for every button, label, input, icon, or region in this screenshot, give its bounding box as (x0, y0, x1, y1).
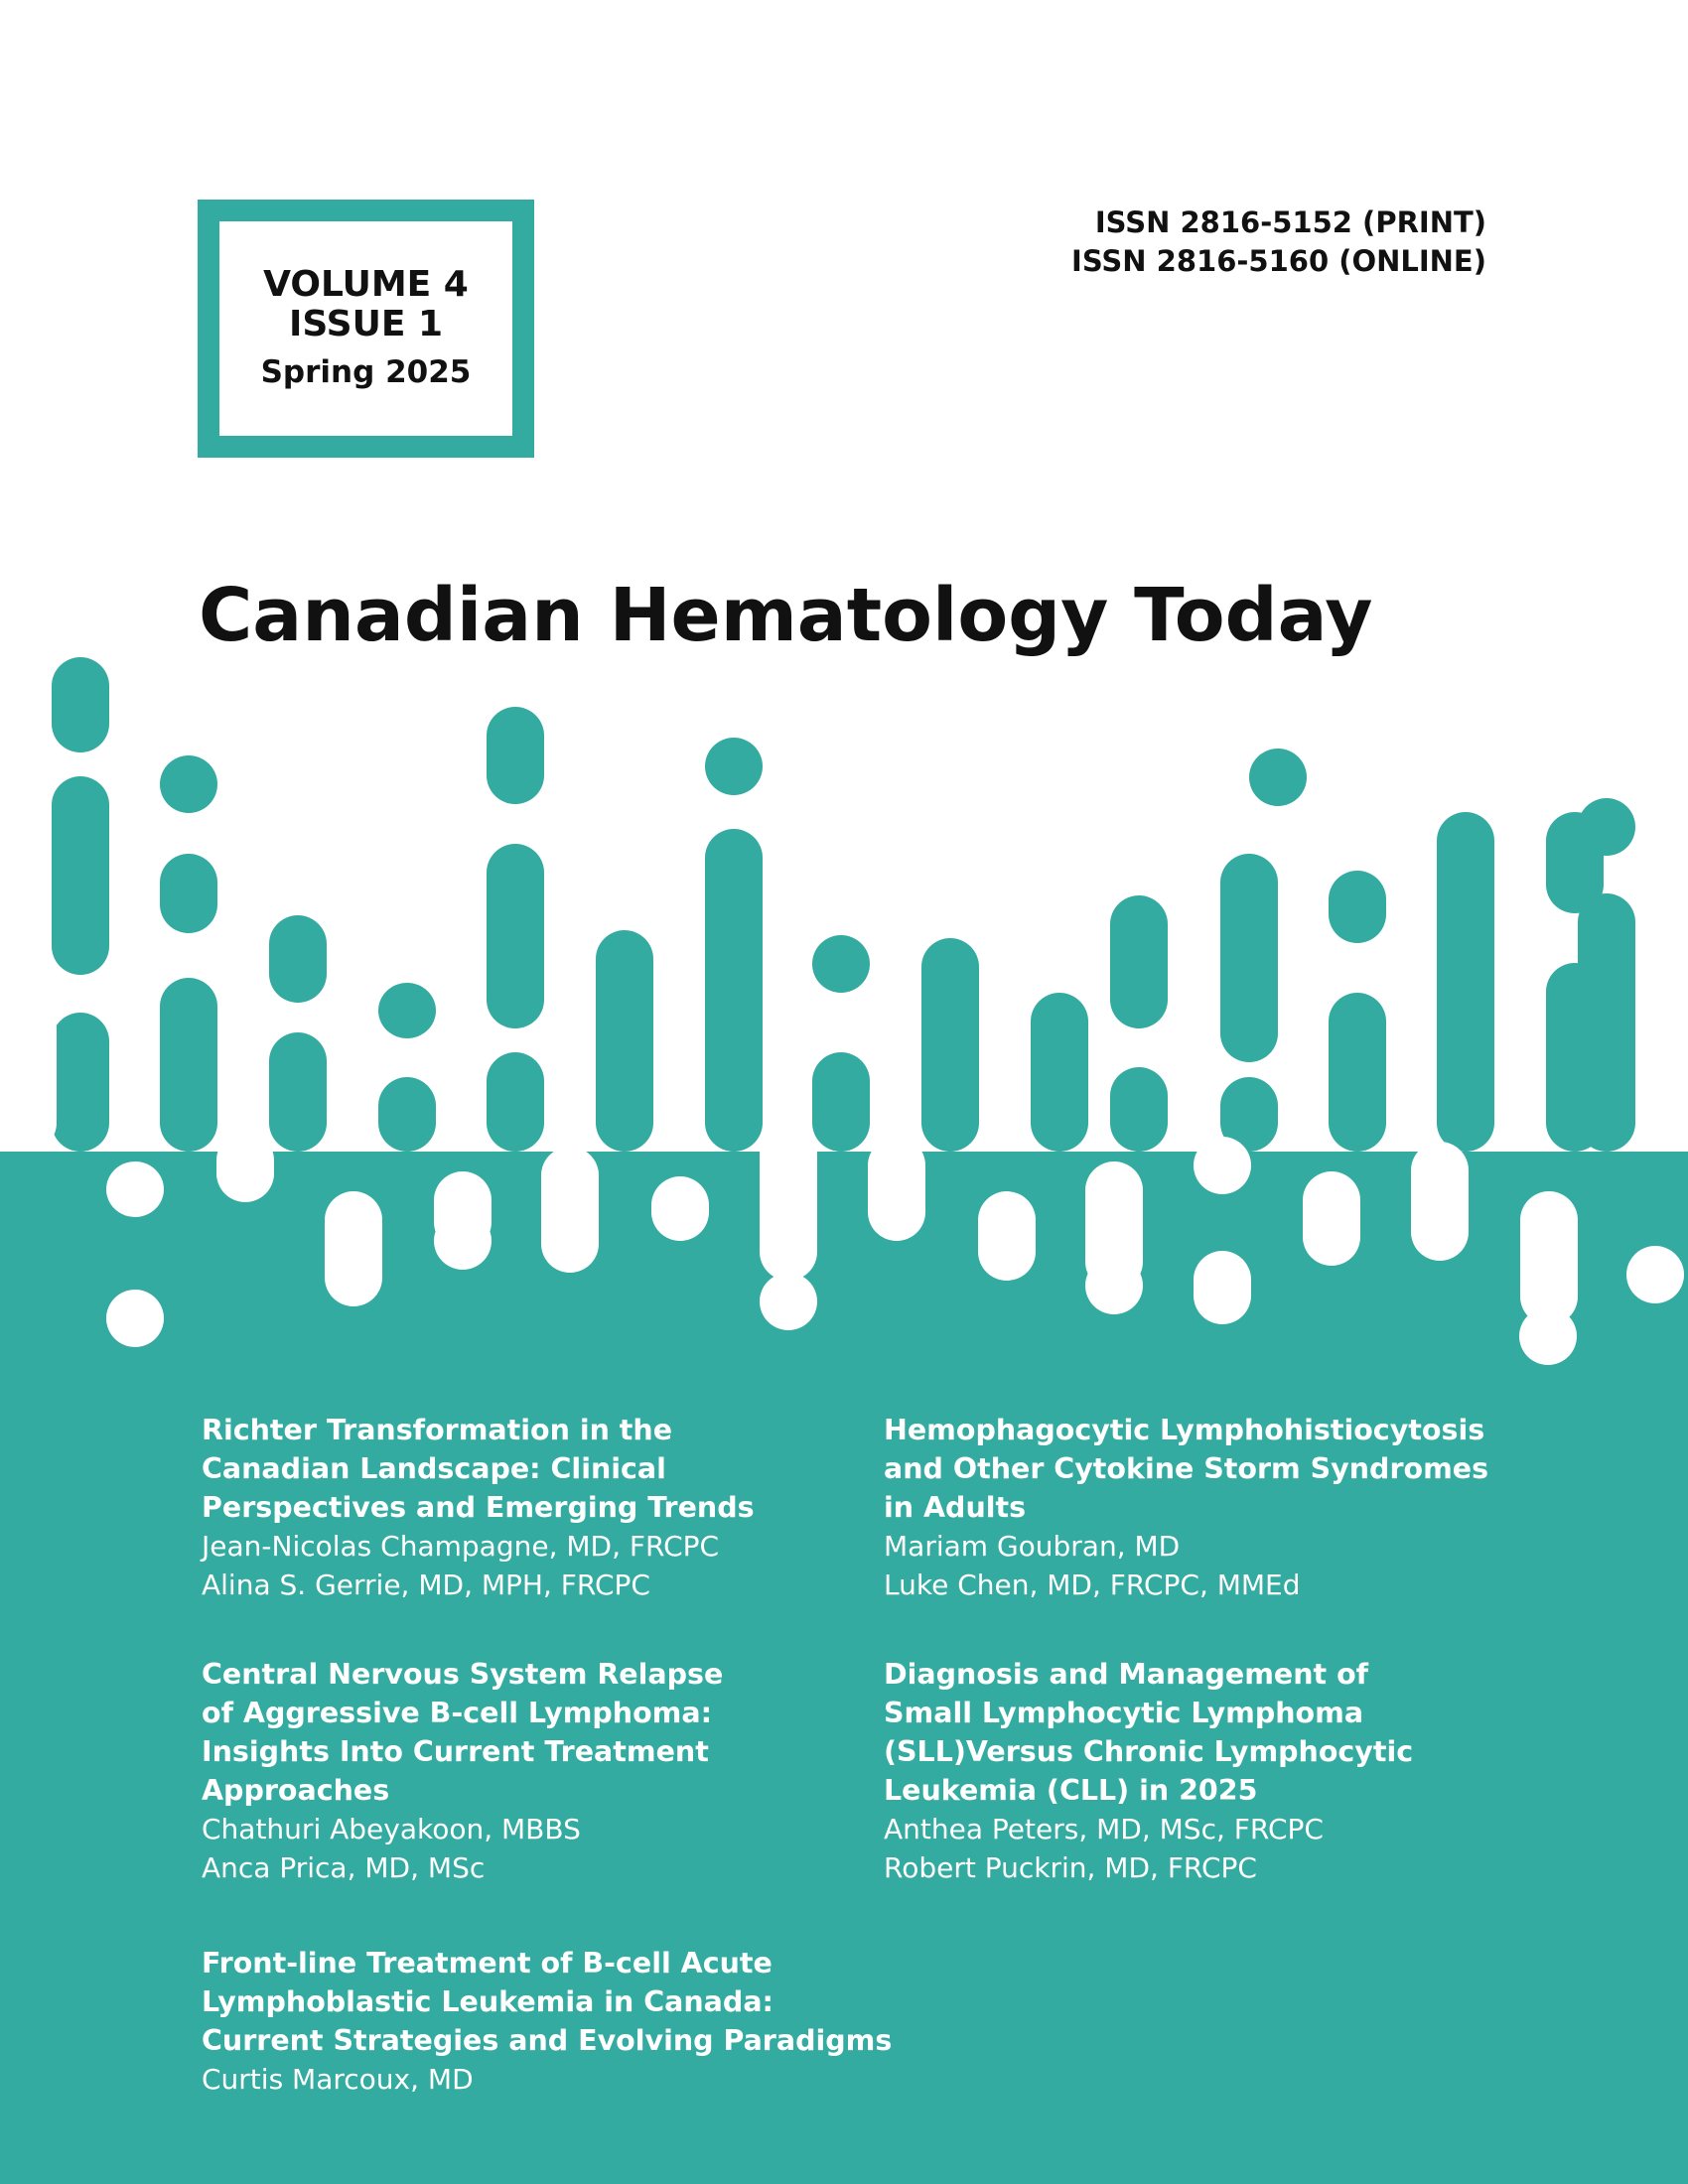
title-line: of Aggressive B-cell Lymphoma: (202, 1697, 713, 1729)
author: Alina S. Gerrie, MD, MPH, FRCPC (202, 1569, 650, 1601)
author: Robert Puckrin, MD, FRCPC (884, 1851, 1257, 1884)
teal-pill (1220, 854, 1278, 1062)
white-dot (1194, 1137, 1251, 1194)
teal-pill (487, 707, 544, 804)
title-line: Canadian Landscape: Clinical (202, 1452, 666, 1485)
teal-pill (378, 1077, 436, 1152)
title-line: Approaches (202, 1774, 390, 1807)
author: Jean-Nicolas Champagne, MD, FRCPC (202, 1530, 720, 1563)
white-dot (1085, 1257, 1143, 1314)
teal-pill (812, 935, 870, 993)
article-title (884, 1411, 1488, 1527)
white-pill (541, 1147, 599, 1273)
white-pill (760, 1122, 817, 1281)
teal-pill (596, 930, 653, 1152)
article-cns-relapse[interactable] (202, 1655, 723, 1887)
article-hlh[interactable] (884, 1411, 1488, 1604)
title-line: in Adults (884, 1491, 1027, 1524)
white-dot (1519, 1307, 1577, 1365)
teal-pill (921, 938, 979, 1152)
author: Anthea Peters, MD, MSc, FRCPC (884, 1813, 1324, 1845)
title-line: Front-line Treatment of B-cell Acute (202, 1947, 773, 1979)
volume-number: VOLUME 4 (263, 264, 469, 305)
white-dot (106, 1290, 164, 1347)
white-pill (1520, 1191, 1578, 1325)
article-authors (202, 2060, 892, 2099)
title-line: Hemophagocytic Lymphohistiocytosis (884, 1414, 1485, 1446)
white-pill (1194, 1251, 1251, 1324)
white-pill (106, 1161, 164, 1217)
teal-pill (1110, 1067, 1168, 1152)
teal-pill (705, 829, 763, 1152)
teal-pill (160, 854, 217, 933)
title-line: Diagnosis and Management of (884, 1658, 1369, 1691)
journal-title: Canadian Hematology Today (199, 573, 1373, 658)
white-pill (978, 1191, 1036, 1281)
white-dot (1626, 1246, 1684, 1303)
title-line: Current Strategies and Evolving Paradigms (202, 2024, 893, 2057)
white-dot (760, 1273, 817, 1330)
article-b-all[interactable] (202, 1944, 892, 2099)
teal-dot (160, 755, 217, 813)
author: Curtis Marcoux, MD (202, 2063, 474, 2096)
title-line: (SLL)Versus Chronic Lymphocytic (884, 1735, 1414, 1768)
white-pill (1411, 1142, 1469, 1261)
title-line: Lymphoblastic Leukemia in Canada: (202, 1985, 774, 2018)
author: Chathuri Abeyakoon, MBBS (202, 1813, 581, 1845)
teal-dot (1578, 798, 1635, 856)
teal-pill (52, 657, 109, 752)
article-authors (884, 1527, 1488, 1604)
title-line: Perspectives and Emerging Trends (202, 1491, 755, 1524)
title-line: Insights Into Current Treatment (202, 1735, 709, 1768)
issn-online: ISSN 2816-5160 (ONLINE) (1071, 244, 1486, 278)
title-line: and Other Cytokine Storm Syndromes (884, 1452, 1489, 1485)
teal-dot (1249, 749, 1307, 806)
white-dot (216, 1145, 274, 1202)
volume-issue-box (198, 200, 534, 458)
article-richter[interactable] (202, 1411, 755, 1604)
author: Anca Prica, MD, MSc (202, 1851, 486, 1884)
teal-pill (378, 983, 436, 1038)
teal-pill (487, 844, 544, 1028)
issn-block (1071, 204, 1486, 281)
teal-pill (1329, 871, 1386, 943)
teal-pill (1578, 893, 1635, 1152)
title-line: Central Nervous System Relapse (202, 1658, 724, 1691)
article-authors (202, 1810, 723, 1887)
teal-pill (269, 915, 327, 1003)
author: Mariam Goubran, MD (884, 1530, 1181, 1563)
white-pill (1303, 1171, 1360, 1266)
issn-print: ISSN 2816-5152 (PRINT) (1094, 205, 1486, 239)
white-pill (868, 1137, 925, 1241)
teal-pill (160, 978, 217, 1152)
article-sll-cll[interactable] (884, 1655, 1413, 1887)
author: Luke Chen, MD, FRCPC, MMEd (884, 1569, 1301, 1601)
teal-pill (1031, 993, 1088, 1152)
teal-pill (52, 1013, 109, 1152)
teal-pill (52, 776, 109, 975)
teal-pill (269, 1032, 327, 1152)
issue-number: ISSUE 1 (288, 304, 444, 344)
white-pill (0, 993, 57, 1152)
article-title (884, 1655, 1413, 1810)
teal-pill (812, 1052, 870, 1152)
article-title (202, 1655, 723, 1810)
teal-dot (705, 738, 763, 795)
article-authors (202, 1527, 755, 1604)
title-line: Leukemia (CLL) in 2025 (884, 1774, 1258, 1807)
teal-pill (487, 1052, 544, 1152)
teal-pill (1329, 993, 1386, 1152)
white-dot (434, 1212, 492, 1270)
article-title (202, 1411, 755, 1527)
title-line: Richter Transformation in the (202, 1414, 673, 1446)
article-authors (884, 1810, 1413, 1887)
white-pill (651, 1176, 709, 1241)
white-pill (325, 1191, 382, 1306)
issue-season: Spring 2025 (260, 354, 472, 390)
title-line: Small Lymphocytic Lymphoma (884, 1697, 1364, 1729)
teal-pill (1437, 812, 1494, 1152)
teal-pill (1110, 895, 1168, 1028)
article-title (202, 1944, 892, 2060)
